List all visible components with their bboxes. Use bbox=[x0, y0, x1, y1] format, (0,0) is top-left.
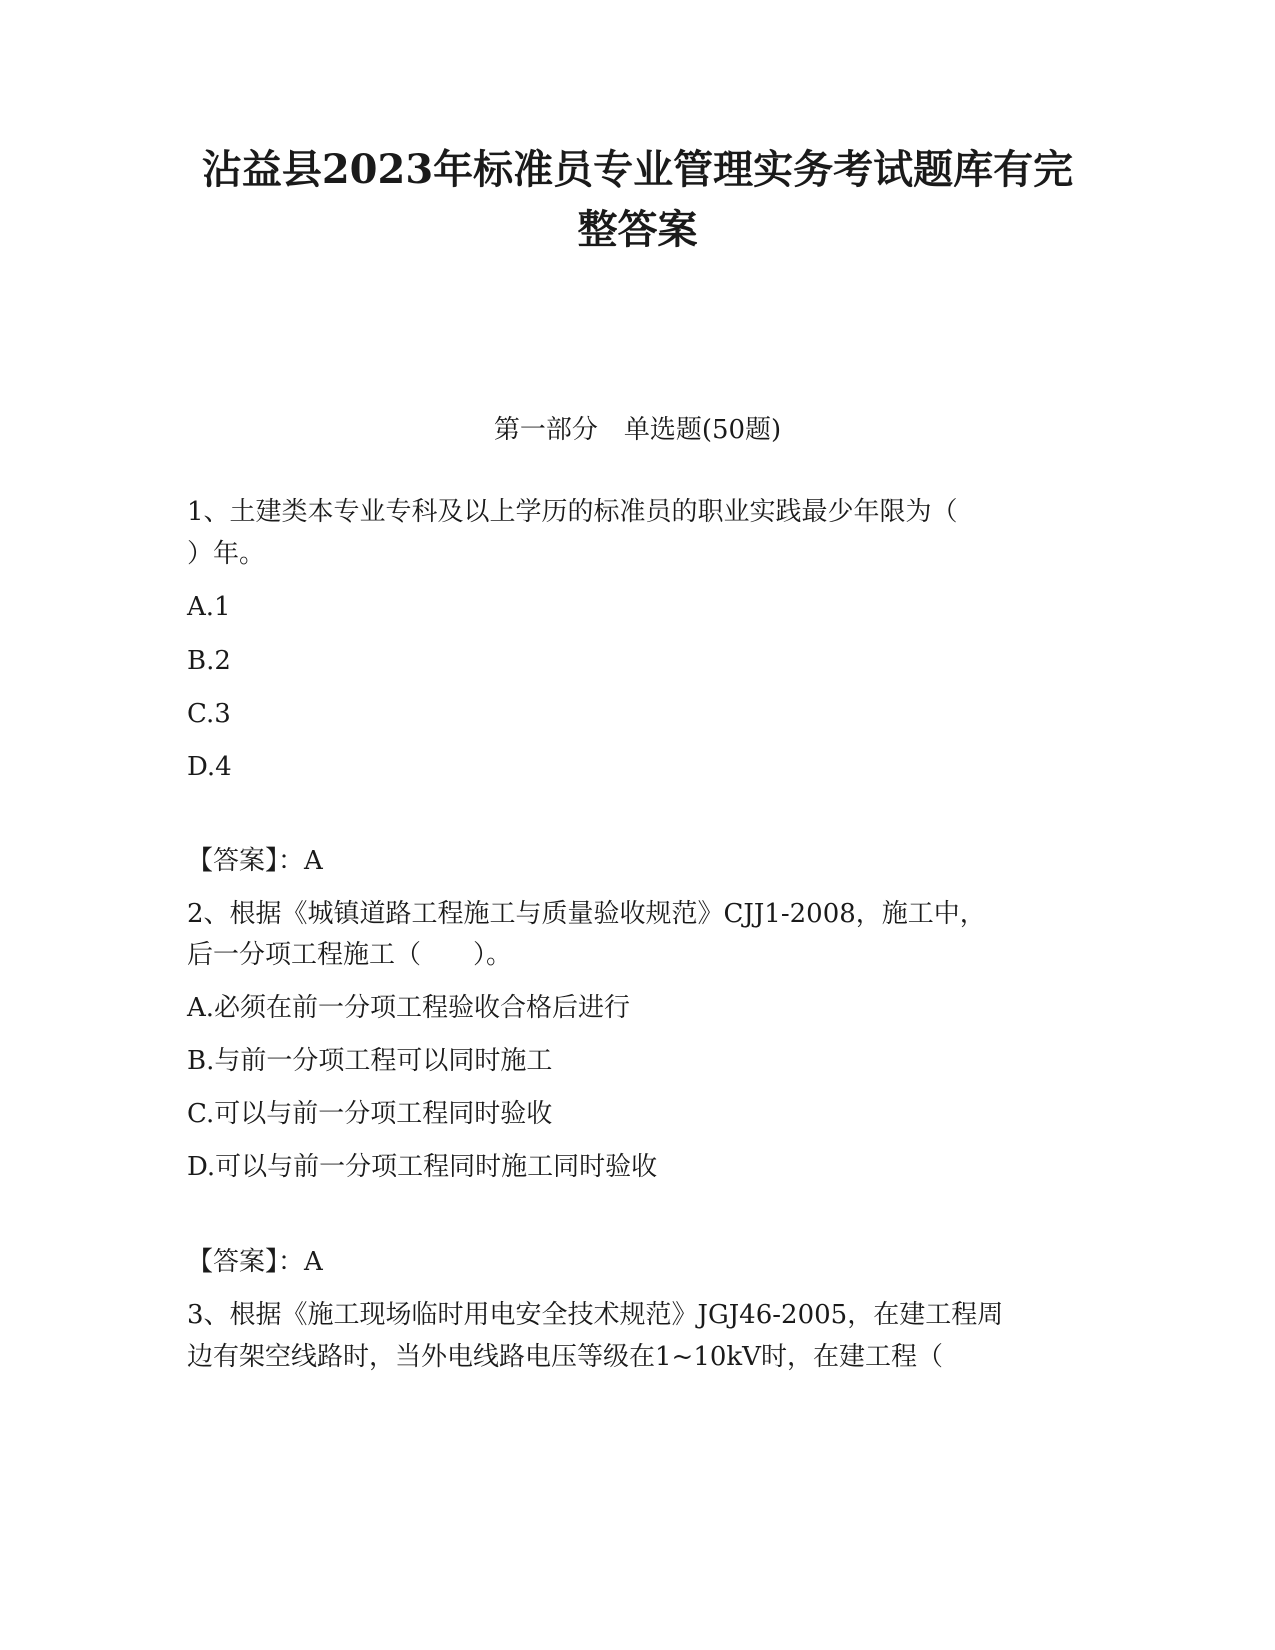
question-2-stem-line-2: 后一分项工程施工（ ）。 bbox=[187, 940, 513, 970]
question-2-option-a: A.必须在前一分项工程验收合格后进行 bbox=[187, 993, 631, 1023]
question-1-option-c: C.3 bbox=[187, 699, 231, 729]
section-title: 第一部分 单选题(50题) bbox=[493, 415, 782, 445]
title-line-2: 整答案 bbox=[577, 206, 698, 253]
question-2-option-d: D.可以与前一分项工程同时施工同时验收 bbox=[187, 1152, 658, 1182]
question-2-option-b: B.与前一分项工程可以同时施工 bbox=[187, 1046, 553, 1076]
question-2-answer: 【答案】：A bbox=[187, 1247, 323, 1277]
question-1-option-a: A.1 bbox=[187, 592, 231, 622]
title-line-1: 沾益县2023年标准员专业管理实务考试题库有完 bbox=[201, 146, 1074, 193]
question-2-stem-line-1: 2、根据《城镇道路工程施工与质量验收规范》CJJ1-2008，施工中， bbox=[187, 899, 986, 929]
question-1-option-b: B.2 bbox=[187, 646, 231, 676]
document-title bbox=[150, 140, 1125, 260]
question-2-option-c: C.可以与前一分项工程同时验收 bbox=[187, 1099, 553, 1129]
question-1-stem-line-1: 1、土建类本专业专科及以上学历的标准员的职业实践最少年限为（ bbox=[187, 497, 958, 527]
question-3-stem-line-1: 3、根据《施工现场临时用电安全技术规范》JGJ46-2005，在建工程周 bbox=[187, 1300, 1004, 1330]
question-1-option-d: D.4 bbox=[187, 752, 232, 782]
question-1-stem-line-2: ）年。 bbox=[187, 539, 266, 569]
question-1-answer: 【答案】：A bbox=[187, 846, 323, 876]
question-3-stem-line-2: 边有架空线路时，当外电线路电压等级在1~10kV时，在建工程（ bbox=[187, 1342, 943, 1372]
